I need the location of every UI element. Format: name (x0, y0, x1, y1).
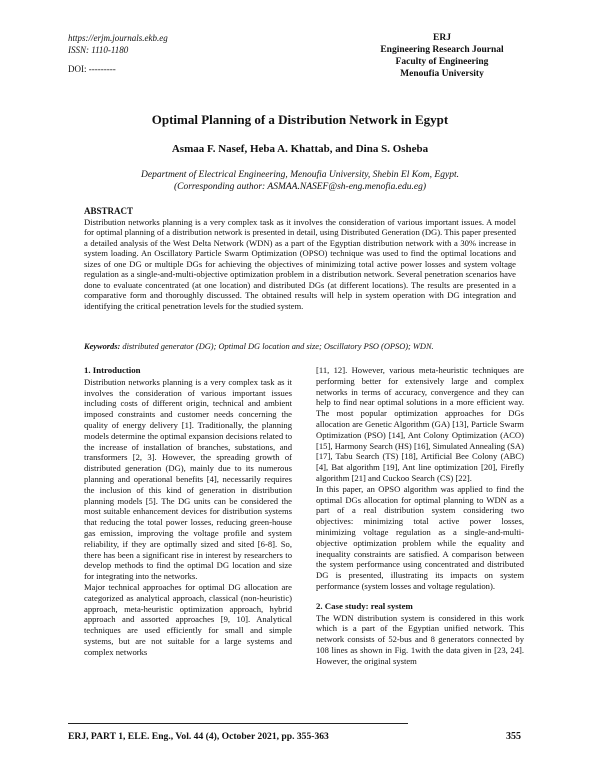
issn: ISSN: 1110-1180 (68, 45, 129, 55)
left-column (84, 365, 292, 658)
abstract-heading: ABSTRACT (84, 206, 134, 216)
paragraph: In this paper, an OPSO algorithm was applied to find the optimal DGs allocation for optimal planning to WDN as a part of a real distribution system considering two objectives: minimizing total active power losses, minimizing voltage regulation as a single-and-multi-objective optimization problem while the equality and inequality constraints are satisfied. A comparison between the system performance using concentrated and distributed DG is presented, illustrating its impacts on system performance (system losses and voltage regulation). (316, 483, 524, 591)
journal-header (372, 32, 512, 80)
affiliation: Department of Electrical Engineering, Menoufia University, Shebin El Kom, Egypt. (141, 170, 459, 180)
journal-name: Engineering Research Journal (380, 45, 504, 55)
journal-meta (68, 32, 168, 75)
paragraph: Distribution networks planning is a very complex task as it involves the consideration of various important issues including costs of different origin, technical and ambient imposed constraints and customer needs concerning the quality of energy delivery [1]. Traditionally, the planning models determine the optimal expansion decisions related to the increase of installation of branches, substations, and transformers [2, 3]. However, the spreading growth of distributed generation (DG), mainly due to its numerous planning and operational benefits [4], necessarily requires the inclusion of this kind of generation in distribution planning models [5]. The DG units can be considered the most suitable enhancement devices for distribution systems that reducing the total power losses, reducing green-house gas emission, improving the voltage profile and system reliability, if they are optimally sized and sited [6-8]. So, there has been a significant rise in interest by researchers to develop methods to find the optimal DG location and size for integrating into the networks. (84, 376, 292, 582)
section-title-introduction: 1. Introduction (84, 365, 141, 375)
keywords (84, 342, 516, 351)
page-number: 355 (506, 731, 521, 742)
paper-title: Optimal Planning of a Distribution Network in Egypt (151, 112, 449, 127)
author-list: Asmaa F. Nasef, Heba A. Khattab, and Dina S. Osheba (171, 143, 429, 155)
journal-university: Menoufia University (400, 69, 484, 79)
paragraph: [11, 12]. However, various meta-heuristic techniques are performing better for extensively large and complex networks in terms of accuracy, convergence and they can help to find near optimal solutions in a more efficient way. The most popular optimization approaches for DGs allocation are Genetic Algorithm (GA) [13], Particle Swarm Optimization (PSO) [14], Ant Colony Optimization (ACO) [15], Harmony Search (HS) [16], Simulated Annealing (SA) [17], Tabu Search (TS) [18], Artificial Bee Colony (ABC) [4], Bat algorithm [19], Ant line optimization [20], Firefly algorithm [21] and Cuckoo Search (CS) [22]. (316, 365, 524, 483)
abstract (84, 206, 516, 311)
footer-rule (68, 723, 408, 724)
journal-faculty: Faculty of Engineering (395, 57, 489, 67)
paragraph: Major technical approaches for optimal DG allocation are categorized as analytical approach, classical (non-heuristic) approach, meta-heuristic optimization approach, hybrid approach and assorted approaches [9, 10]. Analytical techniques are used efficiently for small and simple systems, but are not suitable for a large systems and complex networks (84, 581, 292, 657)
keywords-text: distributed generator (DG); Optimal DG location and size; Oscillatory PSO (OPSO); WDN. (122, 342, 434, 351)
paragraph: The WDN distribution system is considered in this work which is a part of the Egyptian unified network. This network consists of 52-bus and 8 generators connected by 108 lines as shown in Fig. 1with the data given in [23, 24]. However, the original system (316, 612, 524, 666)
corresponding-author: (Corresponding author: ASMAA.NASEF@sh-eng.menofia.edu.eg) (173, 182, 426, 192)
footer-citation: ERJ, PART 1, ELE. Eng., Vol. 44 (4), October 2021, pp. 355-363 (68, 731, 329, 742)
right-column (316, 365, 524, 667)
doi: DOI: --------- (68, 64, 116, 74)
section-title-case-study: 2. Case study: real system (316, 600, 413, 611)
abstract-text: Distribution networks planning is a very complex task as it involves the consideration of various important issues. A model for optimal planning of a distribution network is presented in detail, using Distributed Generation (DG). This paper presented a detailed analysis of the West Delta Network (WDN) as a part of the Egyptian distribution network with a 30% increase in system loading. An Oscillatory Particle Swarm Optimization (OPSO) technique was used to find the optimal locations and sizes of one DG or multiple DGs for achieving the objectives of minimizing total active power losses and system voltage regulation as a single-and-multi-objective optimization problem in a distribution network. Several penetration scenarios have done to evaluate concentrated (at one location) and distributed DGs (at different locations). The results are presented in a comparative form and thoroughly discussed. The obtained results will help in system operation with DG integration and identifying the critical penetration levels for the studied system. (84, 216, 516, 311)
section-gap (316, 592, 524, 601)
journal-url[interactable]: https://erjm.journals.ekb.eg (68, 33, 168, 43)
keywords-label: Keywords: (84, 342, 121, 351)
journal-abbrev: ERJ (433, 33, 451, 43)
affiliation-block (0, 169, 600, 193)
